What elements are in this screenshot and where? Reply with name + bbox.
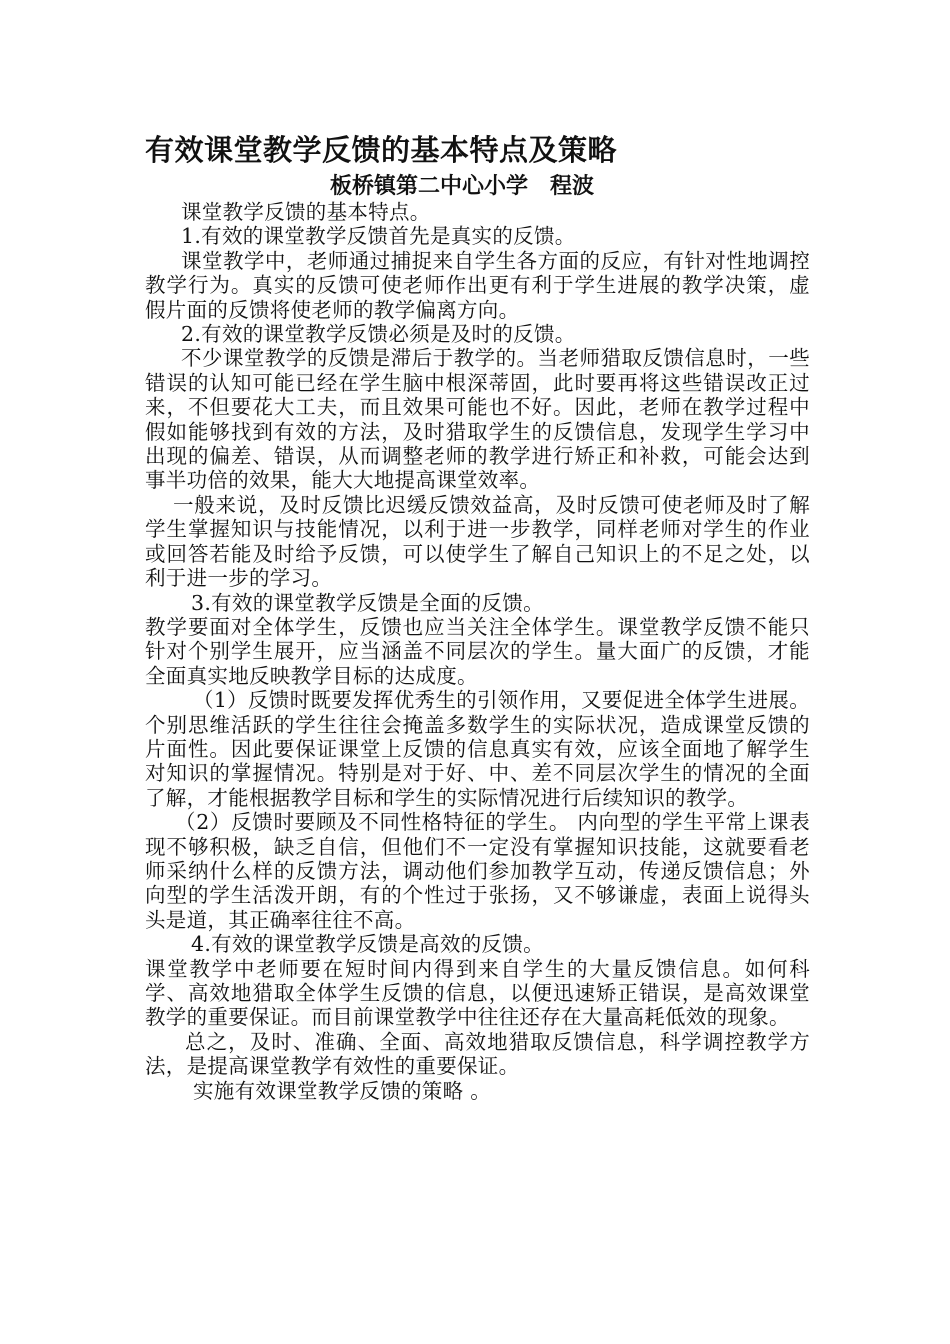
document-title: 有效课堂教学反馈的基本特点及策略 [145,133,618,167]
paragraph: 一般来说，及时反馈比迟缓反馈效益高，及时反馈可使老师及时了解学生掌握知识与技能情况，以利于进一步教学，同样老师对学生的作业或回答若能及时给予反馈，可以使学生了解自己知识上的不足之处，以利于进一步的学习。 [145,492,810,591]
subsection-heading: 1.有效的课堂教学反馈首先是真实的反馈。 [181,224,576,249]
paragraph: 课堂教学中老师要在短时间内得到来自学生的大量反馈信息。如何科学、高效地猎取全体学生反馈的信息，以便迅速矫正错误，是高效课堂教学的重要保证。而目前课堂教学中往往还存在大量高耗低效的现象。 [145,956,810,1030]
section-heading: 实施有效课堂教学反馈的策略 。 [193,1078,492,1103]
subsection-heading: 2.有效的课堂教学反馈必须是及时的反馈。 [181,322,576,347]
section-heading: 课堂教学反馈的基本特点。 [181,200,431,224]
subsection-heading: 3.有效的课堂教学反馈是全面的反馈。 [191,590,544,615]
subsection-heading: 4.有效的课堂教学反馈是高效的反馈。 [191,932,544,957]
paragraph: （2）反馈时要顾及不同性格特征的学生。 内向型的学生平常上课表现不够积极，缺乏自信，但他们不一定没有掌握知识技能，这就要看老师采纳什么样的反馈方法，调动他们参加教学互动，传递反馈信息；外向型的学生活泼开朗，有的个性过于张扬，又不够谦虚，表面上说得头头是道，其正确率往往不高。 [145,810,810,932]
document-author: 板桥镇第二中心小学 程波 [330,174,595,199]
paragraph: （1）反馈时既要发挥优秀生的引领作用，又要促进全体学生进展。 个别思维活跃的学生往往会掩盖多数学生的实际状况，造成课堂反馈的片面性。因此要保证课堂上反馈的信息真实有效，应该全面地了解学生对知识的掌握情况。特别是对于好、中、差不同层次学生的情况的全面了解，才能根据教学目标和学生的实际情况进行后续知识的教学。 [145,688,810,810]
paragraph: 总之，及时、准确、全面、高效地猎取反馈信息，科学调控教学方法，是提高课堂教学有效性的重要保证。 [145,1029,810,1079]
paragraph: 课堂教学中，老师通过捕捉来自学生各方面的反应，有针对性地调控教学行为。真实的反馈可使老师作出更有利于学生进展的教学决策，虚假片面的反馈将使老师的教学偏离方向。 [145,248,810,322]
paragraph: 教学要面对全体学生，反馈也应当关注全体学生。课堂教学反馈不能只针对个别学生展开，应当涵盖不同层次的学生。量大面广的反馈，才能全面真实地反映教学目标的达成度。 [145,614,810,688]
document-body [145,200,810,1103]
paragraph: 不少课堂教学的反馈是滞后于教学的。当老师猎取反馈信息时，一些错误的认知可能已经在学生脑中根深蒂固，此时要再将这些错误改正过来，不但要花大工夫，而且效果可能也不好。因此，老师在教学过程中假如能够找到有效的方法，及时猎取学生的反馈信息，发现学生学习中出现的偏差、错误，从而调整老师的教学进行矫正和补救，可能会达到事半功倍的效果，能大大地提高课堂效率。 [145,346,810,493]
